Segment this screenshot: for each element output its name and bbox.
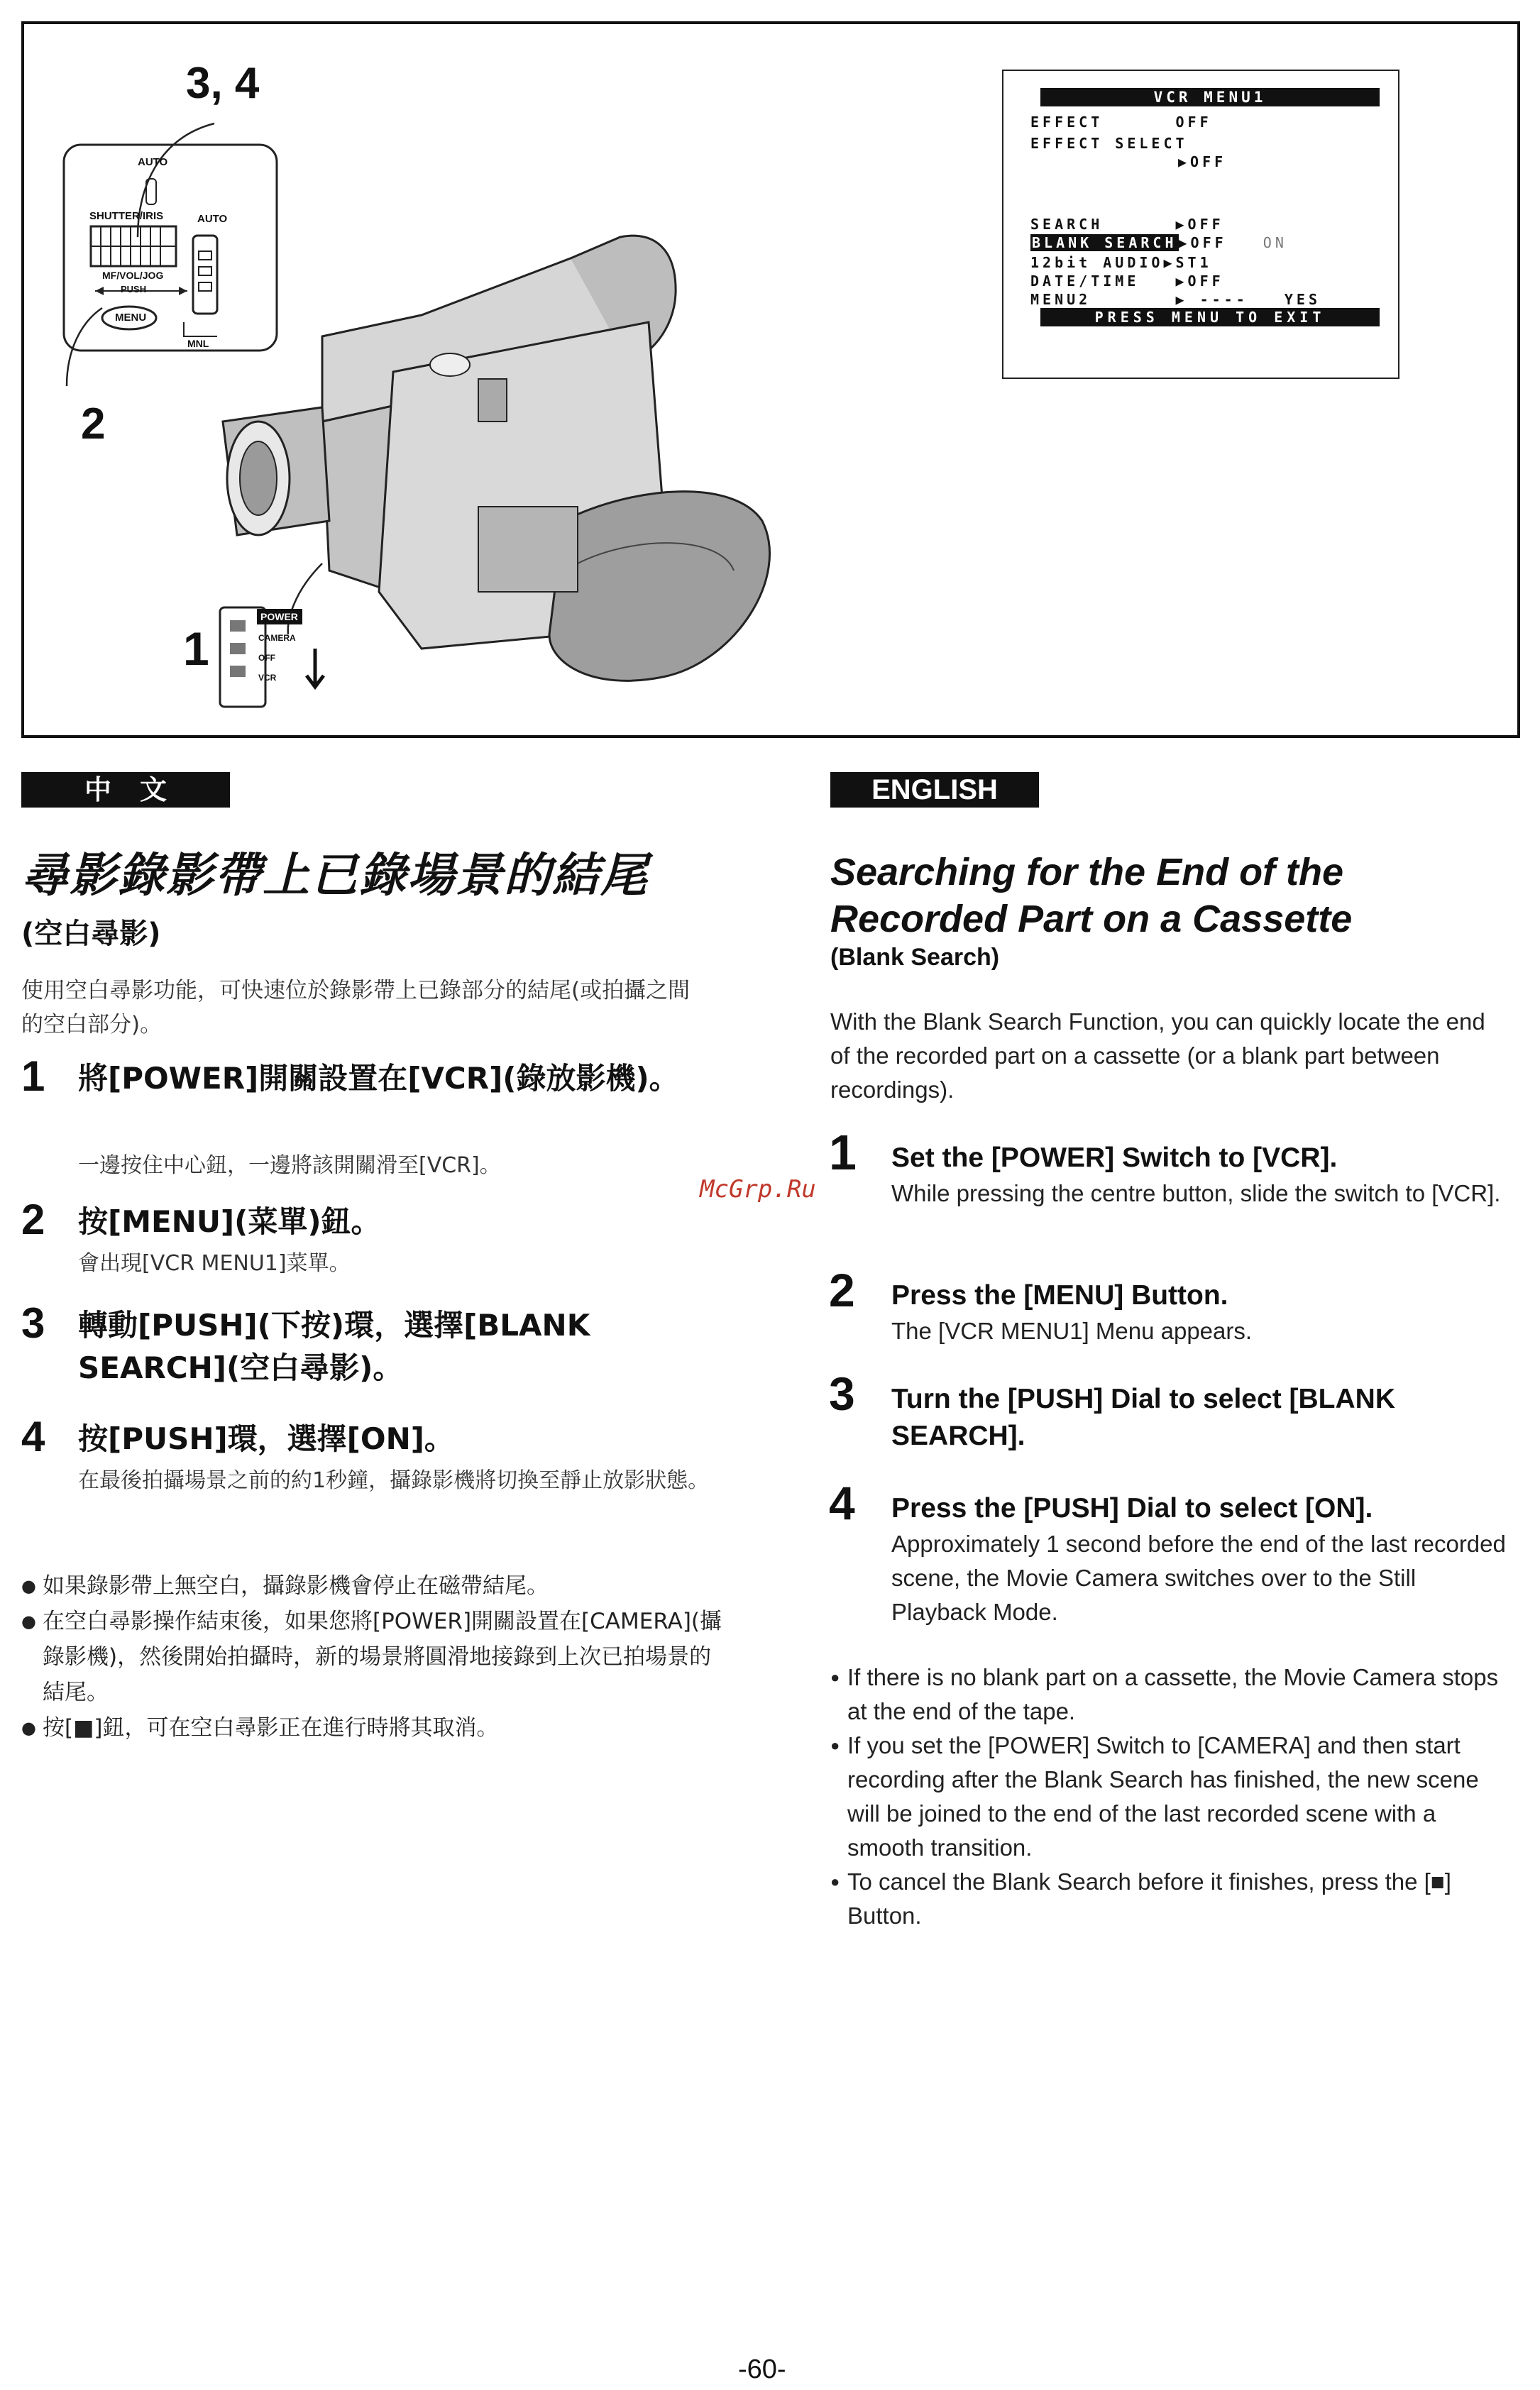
osd-alt-value: YES bbox=[1284, 291, 1321, 308]
callout-step-1: 1 bbox=[183, 622, 209, 675]
label-push: PUSH bbox=[121, 284, 147, 294]
osd-label: SEARCH bbox=[1030, 216, 1104, 233]
zh-notes-list bbox=[21, 1568, 724, 1746]
en-step-heading: Turn the [PUSH] Dial to select [BLANK SEARCH]. bbox=[891, 1384, 1395, 1451]
callout-steps-3-4: 3, 4 bbox=[186, 59, 260, 108]
osd-value: ▶OFF bbox=[1178, 153, 1227, 170]
language-label-english: ENGLISH bbox=[830, 772, 1039, 808]
osd-value: ▶OFF bbox=[1178, 234, 1227, 251]
zh-step-number: 2 bbox=[21, 1196, 45, 1243]
osd-label: EFFECT SELECT bbox=[1030, 135, 1188, 152]
en-section-title: Searching for the End of the Recorded Part on a Cassette bbox=[830, 851, 1353, 940]
zh-step-number: 1 bbox=[21, 1052, 45, 1100]
zh-note-item: ● 如果錄影帶上無空白，攝錄影機會停止在磁帶結尾。 bbox=[21, 1568, 724, 1604]
en-intro-paragraph: With the Blank Search Function, you can quickly locate the end of the recorded part on a cassette (or a blank part between recordings). bbox=[830, 1008, 1485, 1103]
en-step-number: 3 bbox=[829, 1367, 855, 1420]
osd-label: MENU2 bbox=[1030, 291, 1091, 308]
label-mf-vol-jog: MF/VOL/JOG bbox=[102, 270, 164, 281]
zh-step-number: 4 bbox=[21, 1413, 45, 1460]
en-step-heading: Set the [POWER] Switch to [VCR]. bbox=[891, 1142, 1338, 1173]
osd-value: ▶ST1 bbox=[1163, 254, 1212, 271]
osd-row-effect bbox=[1030, 114, 1212, 131]
en-step-heading: Press the [PUSH] Dial to select [ON]. bbox=[891, 1493, 1373, 1524]
zh-intro-paragraph: 使用空白尋影功能，可快速位於錄影帶上已錄部分的結尾(或拍攝之間的空白部分)。 bbox=[21, 978, 691, 1037]
zh-step-body: 一邊按住中心鈕，一邊將該開關滑至[VCR]。 bbox=[78, 1153, 501, 1178]
en-step-number: 1 bbox=[829, 1125, 857, 1180]
page-number: -60- bbox=[738, 2355, 786, 2384]
zh-step-body: 會出現[VCR MENU1]菜單。 bbox=[78, 1251, 351, 1276]
osd-label-highlighted: BLANK SEARCH bbox=[1032, 234, 1177, 251]
osd-row-date-time bbox=[1030, 272, 1224, 290]
en-step-heading: Press the [MENU] Button. bbox=[891, 1280, 1228, 1311]
callout-step-2: 2 bbox=[81, 400, 106, 448]
label-power: POWER bbox=[260, 611, 298, 622]
zh-step-body: 在最後拍攝場景之前的約1秒鐘，攝錄影機將切換至靜止放影狀態。 bbox=[78, 1468, 710, 1493]
osd-value: ▶ ---- bbox=[1175, 291, 1248, 308]
zh-section-title: 尋影錄影帶上已錄場景的結尾 bbox=[21, 848, 649, 903]
osd-value: OFF bbox=[1175, 114, 1212, 131]
label-mnl: MNL bbox=[187, 338, 209, 349]
language-label-chinese: 中文 bbox=[21, 772, 230, 808]
en-step-number: 4 bbox=[829, 1477, 855, 1529]
en-step-body: The [VCR MENU1] Menu appears. bbox=[891, 1318, 1253, 1344]
label-menu: MENU bbox=[115, 312, 147, 324]
en-step-body: Approximately 1 second before the end of the last recorded scene, the Movie Camera switches over to the Still Playback Mode. bbox=[891, 1531, 1506, 1625]
osd-row-menu2 bbox=[1030, 291, 1321, 308]
osd-row-blank-search bbox=[1030, 234, 1287, 251]
label-off: OFF bbox=[258, 653, 275, 663]
osd-label: DATE/TIME bbox=[1030, 272, 1140, 290]
label-vcr: VCR bbox=[258, 673, 277, 683]
en-notes-list bbox=[830, 1661, 1512, 1933]
label-shutter-iris: SHUTTER/IRIS bbox=[89, 210, 164, 222]
zh-note-item: ● 在空白尋影操作結束後，如果您將[POWER]開關設置在[CAMERA](攝錄影機)，然後開始拍攝時，新的場景將圓滑地接錄到上次已拍場景的結尾。 bbox=[21, 1604, 724, 1710]
vcr-menu-screen bbox=[1002, 70, 1399, 379]
zh-section-subtitle: (空白尋影) bbox=[21, 918, 161, 950]
zh-step-heading: 按[MENU](菜單)鈕。 bbox=[78, 1204, 381, 1239]
osd-row-effect-select bbox=[1030, 135, 1188, 152]
zh-step-heading: 轉動[PUSH](下按)環，選擇[BLANK SEARCH](空白尋影)。 bbox=[78, 1308, 590, 1385]
osd-row-effect-select-value bbox=[1178, 153, 1226, 170]
en-step-number: 2 bbox=[829, 1264, 855, 1316]
label-auto-right: AUTO bbox=[197, 213, 228, 225]
en-section-subtitle: (Blank Search) bbox=[830, 944, 1000, 971]
label-auto-top: AUTO bbox=[138, 156, 168, 168]
osd-value: ▶OFF bbox=[1175, 272, 1224, 290]
osd-label: EFFECT bbox=[1030, 114, 1104, 131]
osd-value: ▶OFF bbox=[1175, 216, 1224, 233]
osd-row-12bit-audio bbox=[1030, 254, 1212, 271]
osd-row-search bbox=[1030, 216, 1224, 233]
en-note-item: ● If you set the [POWER] Switch to [CAMERA] and then start recording after the Blank Search has finished, the new scene will be joined to the end of the last recorded scene with a smooth transition. bbox=[830, 1729, 1512, 1865]
osd-header: VCR MENU1 bbox=[1040, 88, 1380, 106]
osd-footer: PRESS MENU TO EXIT bbox=[1040, 308, 1380, 326]
zh-note-item: ● 按[■]鈕，可在空白尋影正在進行時將其取消。 bbox=[21, 1710, 724, 1746]
figure-frame bbox=[21, 21, 1520, 738]
label-camera: CAMERA bbox=[258, 633, 296, 643]
en-step-body: While pressing the centre button, slide the switch to [VCR]. bbox=[891, 1180, 1501, 1206]
osd-alt-value: ON bbox=[1263, 234, 1287, 251]
zh-step-heading: 將[POWER]開關設置在[VCR](錄放影機)。 bbox=[78, 1061, 679, 1096]
watermark-text: McGrp.Ru bbox=[700, 1175, 816, 1204]
en-note-item: ● To cancel the Blank Search before it finishes, press the [■] Button. bbox=[830, 1865, 1512, 1933]
osd-label: 12bit AUDIO bbox=[1030, 254, 1164, 271]
zh-step-number: 3 bbox=[21, 1299, 45, 1347]
zh-step-heading: 按[PUSH]環，選擇[ON]。 bbox=[78, 1421, 454, 1456]
en-note-item: ● If there is no blank part on a cassette, the Movie Camera stops at the end of the tape. bbox=[830, 1661, 1512, 1729]
